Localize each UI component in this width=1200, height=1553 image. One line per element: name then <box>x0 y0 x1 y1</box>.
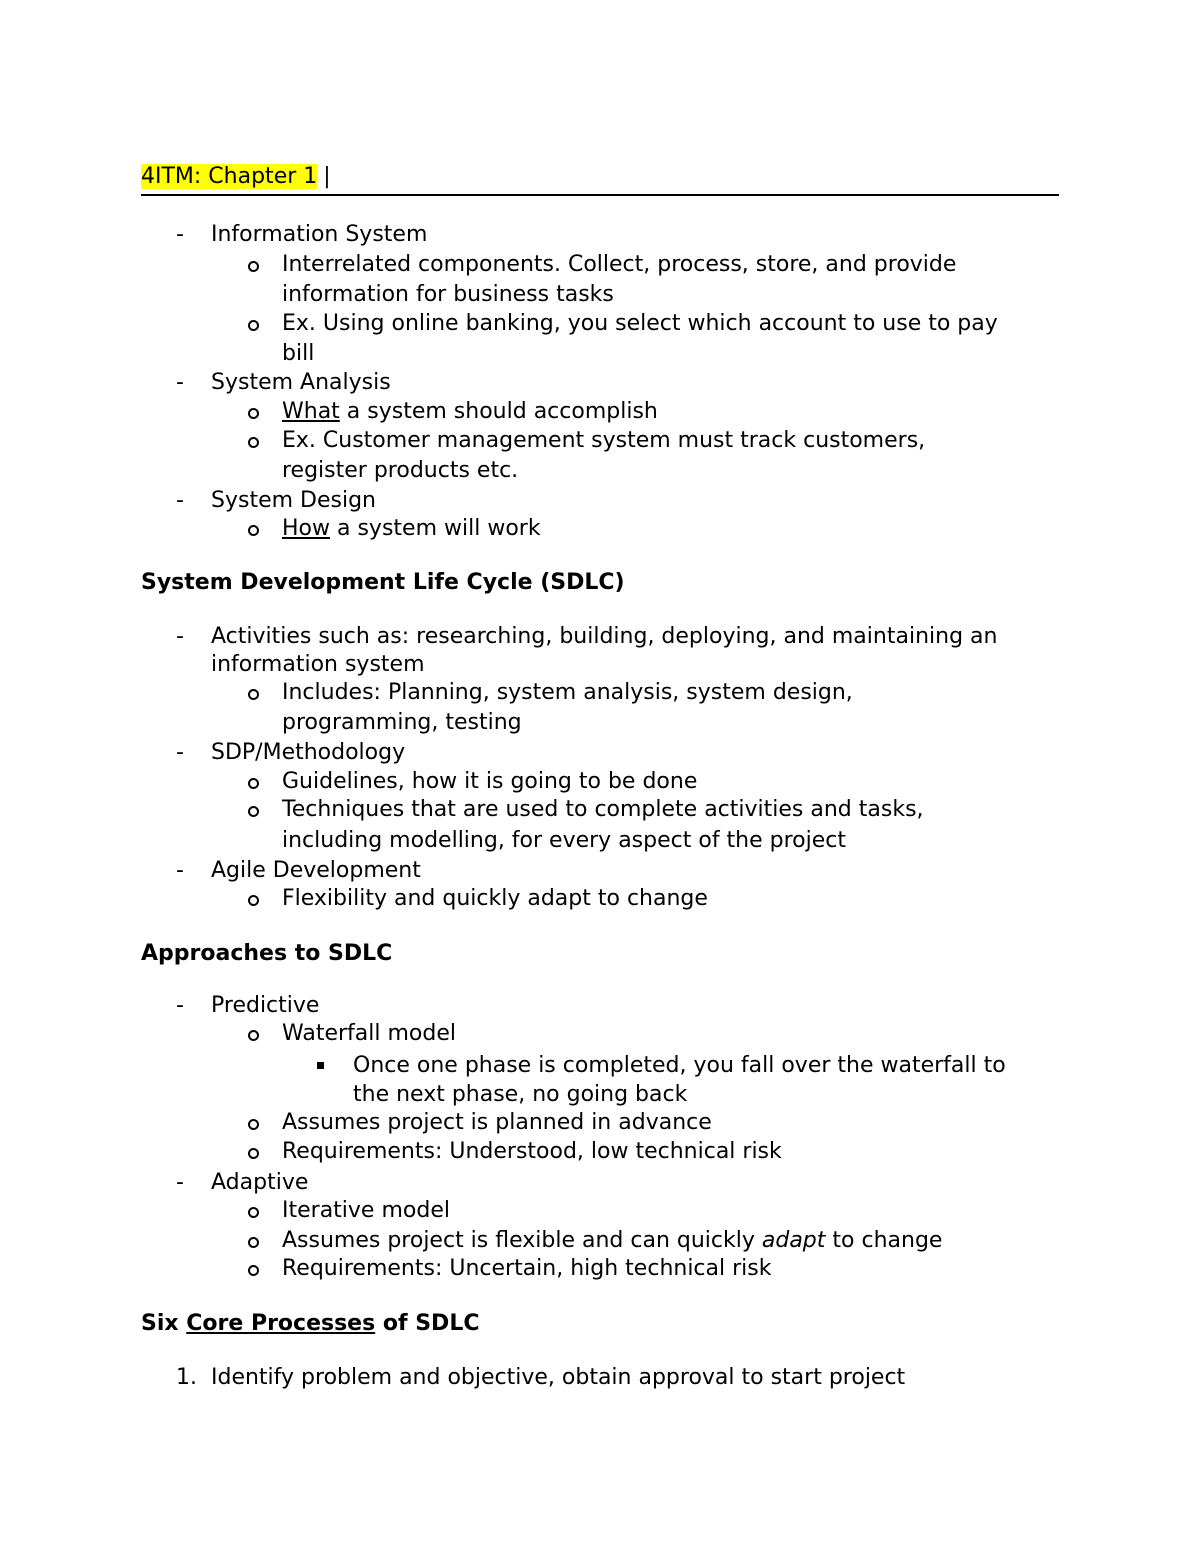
list-item: Activities such as: researching, building, deploying, and maintaining an <box>211 624 998 649</box>
circle-bullet <box>248 795 260 807</box>
sub-list-item: Flexibility and quickly adapt to change <box>282 886 708 911</box>
underlined-word: What <box>282 399 340 424</box>
circle-bullet <box>248 1226 260 1238</box>
sub-list-item-text: a system will work <box>330 516 541 541</box>
sub-list-item-continued: programming, testing <box>282 710 522 735</box>
dash-bullet: - <box>176 488 184 513</box>
dash-bullet: - <box>176 1170 184 1195</box>
sub-list-item: Waterfall model <box>282 1021 456 1046</box>
circle-bullet <box>248 1196 260 1208</box>
list-item: SDP/Methodology <box>211 740 406 765</box>
sub-list-item-text: Assumes project is flexible and can quickly <box>282 1228 762 1253</box>
sub-list-item <box>282 514 541 544</box>
heading-text: of SDLC <box>375 1311 480 1336</box>
sub-list-item-text: to change <box>825 1228 943 1253</box>
sub-list-item: Requirements: Understood, low technical risk <box>282 1139 782 1164</box>
sub-sub-list-item-continued: the next phase, no going back <box>353 1082 688 1107</box>
sub-list-item: Ex. Using online banking, you select which account to use to pay <box>282 311 998 336</box>
numbered-list-item: Identify problem and objective, obtain approval to start project <box>211 1365 906 1390</box>
circle-bullet <box>248 1108 260 1120</box>
sub-list-item: Interrelated components. Collect, process, store, and provide <box>282 252 957 277</box>
dash-bullet: - <box>176 993 184 1018</box>
sub-list-item-continued: bill <box>282 341 315 366</box>
sub-list-item-continued: information for business tasks <box>282 282 614 307</box>
document-page <box>141 160 1059 1390</box>
sub-list-item-continued: register products etc. <box>282 458 519 483</box>
list-item: System Design <box>211 488 376 513</box>
sub-list-item: Techniques that are used to complete activities and tasks, <box>282 797 924 822</box>
sub-sub-list-item: Once one phase is completed, you fall over the waterfall to <box>353 1053 1006 1078</box>
sub-list-item: Assumes project is planned in advance <box>282 1110 712 1135</box>
italic-word: adapt <box>761 1228 826 1253</box>
circle-bullet <box>248 309 260 321</box>
underlined-word: How <box>282 516 330 541</box>
list-item: Predictive <box>211 993 320 1018</box>
circle-bullet <box>248 1019 260 1031</box>
document-header <box>141 160 1059 196</box>
circle-bullet <box>248 250 260 262</box>
sub-list-item: Ex. Customer management system must track customers, <box>282 428 926 453</box>
circle-bullet <box>248 397 260 409</box>
heading-text: Six <box>141 1311 187 1336</box>
dash-bullet: - <box>176 740 184 765</box>
sub-list-item <box>282 1226 942 1256</box>
section-heading: Approaches to SDLC <box>141 941 393 966</box>
circle-bullet <box>248 884 260 896</box>
sub-list-item: Iterative model <box>282 1198 450 1223</box>
list-item: Information System <box>211 222 428 247</box>
heading-underlined: Core Processes <box>186 1311 376 1336</box>
list-item: System Analysis <box>211 370 391 395</box>
circle-bullet <box>248 1254 260 1266</box>
list-item: Adaptive <box>211 1170 309 1195</box>
dash-bullet: - <box>176 222 184 247</box>
dash-bullet: - <box>176 858 184 883</box>
sub-list-item-text: a system should accomplish <box>339 399 658 424</box>
section-heading <box>141 1309 479 1339</box>
list-number: 1. <box>176 1365 197 1390</box>
sub-list-item: Guidelines, how it is going to be done <box>282 769 698 794</box>
list-item-continued: information system <box>211 652 425 677</box>
circle-bullet <box>248 767 260 779</box>
sub-list-item: Requirements: Uncertain, high technical risk <box>282 1256 772 1281</box>
sub-list-item <box>282 397 658 427</box>
circle-bullet <box>248 426 260 438</box>
dash-bullet: - <box>176 370 184 395</box>
sub-list-item: Includes: Planning, system analysis, system design, <box>282 680 853 705</box>
header-separator: | <box>323 164 331 189</box>
document-title: 4ITM: Chapter 1 <box>141 164 318 189</box>
list-item: Agile Development <box>211 858 421 883</box>
dash-bullet: - <box>176 624 184 649</box>
circle-bullet <box>248 1137 260 1149</box>
section-heading: System Development Life Cycle (SDLC) <box>141 570 625 595</box>
sub-list-item-continued: including modelling, for every aspect of the project <box>282 828 847 853</box>
circle-bullet <box>248 678 260 690</box>
circle-bullet <box>248 514 260 526</box>
